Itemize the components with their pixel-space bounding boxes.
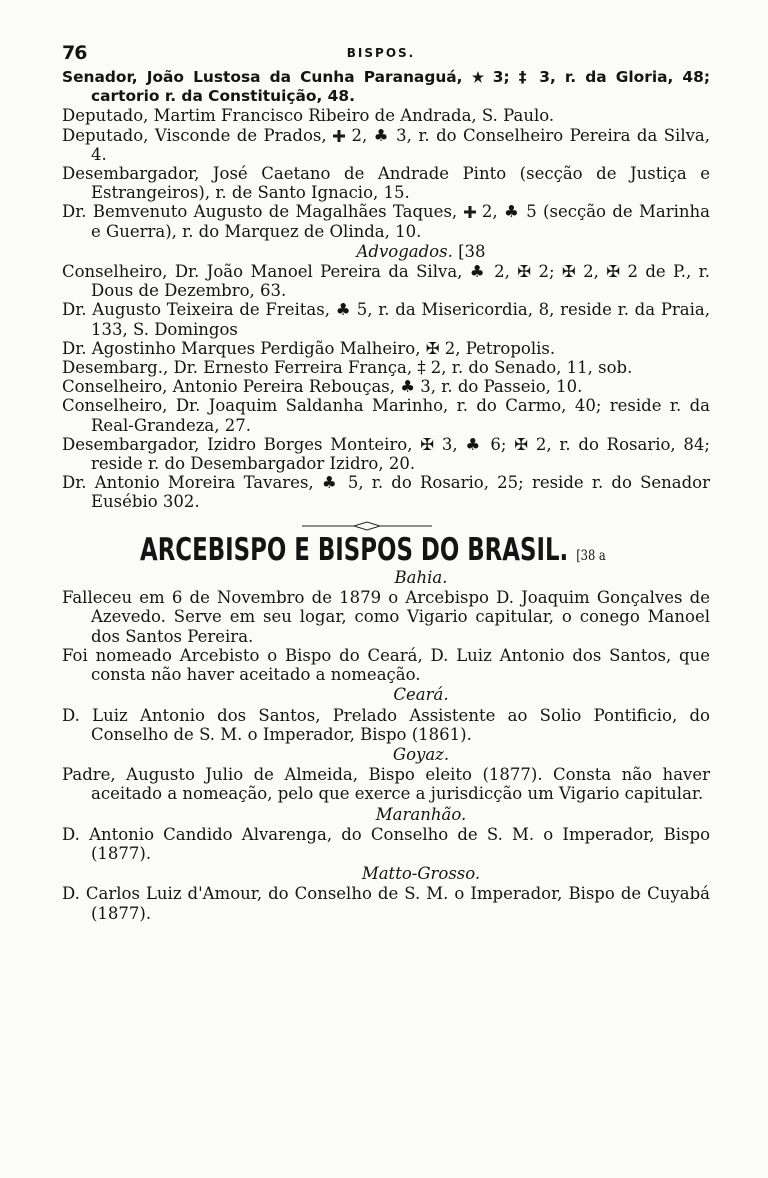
diocese-entry: D. Luiz Antonio dos Santos, Prelado Assistente ao Solio Pontificio, do Conselho de S. M. o Imperador, Bispo (1861). <box>62 705 710 744</box>
advogado-entry: Conselheiro, Dr. Joaquim Saldanha Marinho, r. do Carmo, 40; reside r. da Real-Grandeza, 27. <box>62 396 710 435</box>
advogados-heading <box>62 242 710 261</box>
main-title-text: ARCEBISPO E BISPOS DO BRASIL. <box>140 531 569 568</box>
advogados-title: Advogados. <box>356 241 453 261</box>
entry-text: 2, ♣ 3, r. do Conselheiro Pereira da Silva, 4. <box>91 125 710 164</box>
entry-text: Desembargador, José Caetano de Andrade Pinto (secção de Justiça e Estrangeiros), r. de Santo Ignacio, 15. <box>62 164 710 203</box>
ornament-divider <box>302 521 432 531</box>
advogado-entry: Conselheiro, Antonio Pereira Rebouças, ♣ 3, r. do Passeio, 10. <box>62 377 583 397</box>
senator-entry <box>62 164 710 202</box>
entry-text: Deputado, Visconde de Prados, <box>62 125 334 145</box>
order-star-icon <box>472 71 484 83</box>
senator-entry <box>62 126 710 164</box>
senator-entry <box>62 68 710 106</box>
advogado-entry: Desembargador, Izidro Borges Monteiro, ✠ 3, ♣ 6; ✠ 2, r. do Rosario, 84; reside r. do Desembargador Izidro, 20. <box>62 434 710 474</box>
entry-text: Dr. Bemvenuto Augusto de Magalhães Taques, <box>62 202 464 222</box>
main-title-ref: [38 a <box>576 547 606 564</box>
order-cross-icon <box>464 206 476 218</box>
diocese-entry: Falleceu em 6 de Novembro de 1879 o Arcebispo D. Joaquim Gonçalves de Azevedo. Serve em seu logar, como Vigario capitular, o conego Manoel dos Santos Pereira. <box>62 588 710 646</box>
senator-entry <box>62 106 710 125</box>
entry-text: 3; ‡ 3, r. da Gloria, 48; cartorio r. da Constituição, 48. <box>91 68 711 106</box>
diocese-heading: Maranhão. <box>375 804 467 824</box>
diocese-entry: D. Carlos Luiz d'Amour, do Conselho de S. M. o Imperador, Bispo de Cuyabá (1877). <box>62 884 710 923</box>
entry-text: Senador, João Lustosa da Cunha Paranaguá, <box>62 68 472 86</box>
advogado-entry: Dr. Antonio Moreira Tavares, ♣ 5, r. do Rosario, 25; reside r. do Senador Eusébio 302. <box>62 473 710 512</box>
diocese-heading: Bahia. <box>394 568 448 588</box>
advogado-entry: Conselheiro, Dr. João Manoel Pereira da Silva, ♣ 2, ✠ 2; ✠ 2, ✠ 2 de P., r. Dous de Dezembro, 63. <box>62 262 710 301</box>
senators-block <box>62 68 710 241</box>
advogado-entry: Desembarg., Dr. Ernesto Ferreira França, ‡ 2, r. do Senado, 11, sob. <box>62 358 633 378</box>
diocese-heading: Matto-Grosso. <box>361 864 481 884</box>
running-head: BISPOS. <box>346 46 416 60</box>
senator-entry <box>62 202 710 240</box>
advogados-ref: [38 <box>458 241 486 261</box>
advogado-entry: Dr. Augusto Teixeira de Freitas, ♣ 5, r. da Misericordia, 8, reside r. da Praia, 133, S. Domingos <box>62 300 710 339</box>
entry-text: Deputado, Martim Francisco Ribeiro de Andrada, S. Paulo. <box>62 106 555 126</box>
diocese-heading: Goyaz. <box>392 744 450 764</box>
order-cross-icon <box>333 130 345 142</box>
entry-text: 2, ♣ 5 (secção de Marinha e Guerra), r. do Marquez de Olinda, 10. <box>91 202 710 241</box>
diocese-entry: D. Antonio Candido Alvarenga, do Conselho de S. M. o Imperador, Bispo (1877). <box>62 824 710 863</box>
diocese-entry: Foi nomeado Arcebisto o Bispo do Ceará, D. Luiz Antonio dos Santos, que consta não haver aceitado a nomeação. <box>62 645 710 685</box>
body-text <box>62 68 710 923</box>
page-header <box>62 42 700 68</box>
diocese-heading: Ceará. <box>393 685 449 705</box>
main-section-title <box>140 531 607 568</box>
dioceses-list <box>62 568 710 923</box>
diocese-entry: Padre, Augusto Julio de Almeida, Bispo eleito (1877). Consta não haver aceitado a nomeação, pelo que exerce a jurisdicção um Vigario capitular. <box>62 765 710 804</box>
advogado-entry: Dr. Agostinho Marques Perdigão Malheiro, ✠ 2, Petropolis. <box>62 338 556 358</box>
advogados-list <box>62 262 710 512</box>
page-number: 76 <box>62 42 87 64</box>
